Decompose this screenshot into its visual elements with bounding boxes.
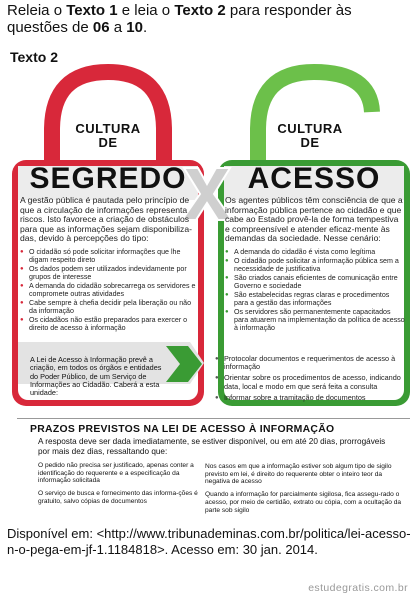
left-bullet-list (20, 248, 196, 332)
question-end: 10 (126, 19, 143, 36)
prazos-left-column (38, 462, 203, 511)
list-item: ● Os dados podem ser utilizados indevidamente por grupos de interesse (20, 265, 196, 281)
list-item: ● Orientar sobre os procedimentos de acesso, indicando data, local e modo em que será feita a consulta (215, 374, 405, 390)
list-item: ● Os servidores são permanentemente capacitados para atuarem na implementação da política de acesso à informação (225, 308, 405, 332)
law-description: A Lei de Acesso à Informação prevê a criação, em todos os órgãos e entidades do Poder Público, de um Serviço de Informações ao Cidadão. Caberá a esta unidade: (30, 355, 162, 398)
left-panel-body (20, 196, 196, 336)
right-paragraph: Os agentes públicos têm consciência de que a informação pública pertence ao cidadão e que cabe ao Estado provê-la de forma tempestiva e compreensível e atender eficaz-mente às demandas da sociedade. Nesse cenário: (225, 195, 403, 243)
list-item: ● Cabe sempre à chefia decidir pela liberação ou não da informação (20, 299, 196, 315)
list-item: ● São estabelecidas regras claras e procedimentos para a gestão das informações (225, 291, 405, 307)
left-small-title: CULTURA DE (75, 121, 141, 150)
texto1-ref: Texto 1 (66, 2, 118, 19)
prazos-item: O serviço de busca e fornecimento das informa-ções é gratuito, salvo cópias de documentos (38, 490, 198, 505)
list-item: ● A demanda do cidadão é vista como legítima (225, 248, 405, 256)
list-item: ● A demanda do cidadão sobrecarrega os servidores e compromete outras atividades (20, 282, 196, 298)
intro-instruction: Releia o Texto 1 e leia o Texto 2 para responder às questões de 06 a 10. (7, 2, 352, 36)
list-item: ● Informar sobre a tramitação de documentos (215, 394, 405, 402)
question-start: 06 (92, 19, 110, 36)
list-item: ● São criados canais eficientes de comunicação entre Governo e sociedade (225, 274, 405, 290)
source-citation: Disponível em: <http://www.tribunademinas.com.br/politica/lei-acesso-n-o-pega-em-jf-1.1184818>. Acesso em: 30 jan. 2014. (7, 526, 411, 557)
watermark: estudegratis.com.br (308, 582, 408, 594)
list-item: ● O cidadão pode solicitar a informação pública sem a necessidade de justificativa (225, 257, 405, 273)
right-small-title: CULTURA DE (277, 121, 343, 150)
texto2-ref: Texto 2 (174, 2, 226, 19)
right-bullet-list (225, 248, 405, 332)
prazos-item: Nos casos em que a informação estiver sob algum tipo de sigilo previsto em lei, é direito do requerente obter o inteiro teor da negativa de acesso (205, 463, 392, 486)
prazos-right-column (205, 463, 405, 519)
law-items (215, 355, 405, 405)
left-paragraph: A gestão pública é pautada pelo princípio de que a circulação de informações representa riscos. Isto favorece a criação de obstáculos para que as informações sejam disponibiliza-das, devido à percepções do tipo: (20, 195, 192, 243)
right-big-title: ACESSO (247, 162, 381, 195)
list-item: ● Os cidadãos não estão preparados para exercer o direito de acesso à informação (20, 316, 196, 332)
prazos-item: O pedido não precisa ser justificado, apenas conter a identificação do requerente e a especificação da informação solicitada (38, 462, 194, 485)
list-item: ● O cidadão só pode solicitar informações que lhe digam respeito direto (20, 248, 196, 264)
prazos-intro: A resposta deve ser dada imediatamente, se estiver disponível, ou em até 20 dias, prorrogáveis por mais dez dias, ressaltando que: (38, 437, 386, 456)
prazos-title: PRAZOS PREVISTOS NA LEI DE ACESSO À INFORMAÇÃO (30, 424, 335, 435)
left-big-title: SEGREDO (29, 162, 187, 195)
text-label: Texto 2 (10, 49, 58, 65)
right-panel-body (225, 196, 405, 336)
prazos-item: Quando a informação for parcialmente sigilosa, fica assegu-rado o acesso, por meio de certidão, extrato ou cópia, com a ocultação da parte sob sigilo (205, 491, 402, 514)
list-item: ● Protocolar documentos e requerimentos de acesso à informação (215, 355, 405, 371)
